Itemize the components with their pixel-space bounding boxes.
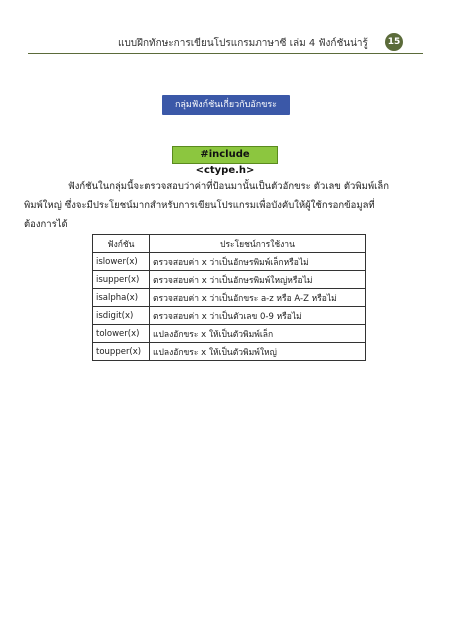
column-header-usage: ประโยชน์การใช้งาน	[150, 235, 366, 253]
header-title: แบบฝึกทักษะการเขียนโปรแกรมภาษาซี เล่ม 4 ฟังก์ชันน่ารู้	[118, 38, 368, 49]
table-row	[93, 307, 366, 325]
page-header	[0, 30, 452, 56]
header-divider	[28, 53, 423, 54]
function-name-cell: isupper(x)	[93, 271, 150, 289]
column-header-function: ฟังก์ชัน	[93, 235, 150, 253]
intro-paragraph	[24, 177, 424, 234]
table-row	[93, 289, 366, 307]
function-usage-cell: ตรวจสอบค่า x ว่าเป็นอักษรพิมพ์เล็กหรือไม่	[150, 253, 366, 271]
table-row	[93, 253, 366, 271]
function-usage-cell: ตรวจสอบค่า x ว่าเป็นอักขระ a-z หรือ A-Z หรือไม่	[150, 289, 366, 307]
table-row	[93, 271, 366, 289]
function-usage-cell: แปลงอักขระ x ให้เป็นตัวพิมพ์เล็ก	[150, 325, 366, 343]
function-name-cell: isdigit(x)	[93, 307, 150, 325]
include-code-box: #include <ctype.h>	[172, 146, 278, 164]
page-number-badge: 15	[385, 33, 403, 51]
paragraph-line: พิมพ์ใหญ่ ซึ่งจะมีประโยชน์มากสำหรับการเขียนโปรแกรมเพื่อบังคับให้ผู้ใช้กรอกข้อมูลที่	[24, 200, 375, 211]
section-heading: กลุ่มฟังก์ชันเกี่ยวกับอักขระ	[162, 95, 290, 115]
function-name-cell: toupper(x)	[93, 343, 150, 361]
function-name-cell: isalpha(x)	[93, 289, 150, 307]
function-table	[92, 234, 366, 361]
table-row	[93, 325, 366, 343]
function-usage-cell: ตรวจสอบค่า x ว่าเป็นตัวเลข 0-9 หรือไม่	[150, 307, 366, 325]
function-name-cell: islower(x)	[93, 253, 150, 271]
paragraph-line: ฟังก์ชันในกลุ่มนี้จะตรวจสอบว่าค่าที่ป้อนมานั้นเป็นตัวอักขระ ตัวเลข ตัวพิมพ์เล็ก	[68, 181, 389, 192]
table-header-row	[93, 235, 366, 253]
table-row	[93, 343, 366, 361]
function-name-cell: tolower(x)	[93, 325, 150, 343]
function-usage-cell: แปลงอักขระ x ให้เป็นตัวพิมพ์ใหญ่	[150, 343, 366, 361]
paragraph-line: ต้องการได้	[24, 219, 68, 230]
function-usage-cell: ตรวจสอบค่า x ว่าเป็นอักษรพิมพ์ใหญ่หรือไม่	[150, 271, 366, 289]
